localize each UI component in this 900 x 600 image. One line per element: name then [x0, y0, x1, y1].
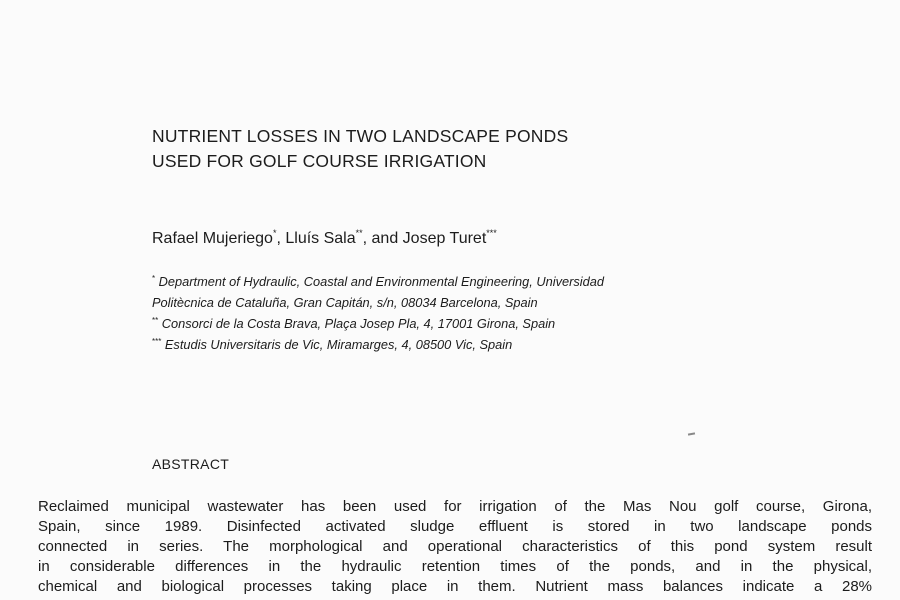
- scan-speck: [688, 432, 695, 435]
- abstract-line: chemical and biological processes taking place in them. Nutrient mass balances indicate a 28%: [38, 578, 872, 595]
- affiliation-mark: **: [152, 316, 159, 325]
- author-3: Josep Turet: [402, 230, 487, 247]
- affiliation-text: Politècnica de Cataluña, Gran Capitán, s/n, 08034 Barcelona, Spain: [152, 295, 538, 310]
- affiliation-text: Estudis Universitaris de Vic, Miramarges, 4, 08500 Vic, Spain: [161, 337, 513, 352]
- affiliation-list: [152, 270, 604, 354]
- author-1: Rafael Mujeriego: [152, 230, 273, 247]
- author-separator-1: ,: [276, 230, 286, 247]
- abstract-line: connected in series. The morphological and operational characteristics of this pond system result: [38, 538, 872, 555]
- title-line-2: USED FOR GOLF COURSE IRRIGATION: [152, 151, 487, 171]
- abstract-line: in considerable differences in the hydraulic retention times of the ponds, and in the physical,: [38, 558, 872, 575]
- author-list: [152, 228, 497, 248]
- affiliation-text: Consorci de la Costa Brava, Plaça Josep Pla, 4, 17001 Girona, Spain: [158, 316, 556, 331]
- abstract-line: Reclaimed municipal wastewater has been used for irrigation of the Mas Nou golf course, Girona,: [38, 498, 872, 515]
- abstract-line: Spain, since 1989. Disinfected activated sludge effluent is stored in two landscape ponds: [38, 518, 872, 535]
- affiliation-line: [152, 291, 604, 312]
- affiliation-line: [152, 312, 604, 333]
- title-line-1: NUTRIENT LOSSES IN TWO LANDSCAPE PONDS: [152, 126, 569, 146]
- affiliation-mark: *: [152, 274, 156, 283]
- affiliation-mark: ***: [152, 337, 162, 346]
- affiliation-text: Department of Hydraulic, Coastal and Environmental Engineering, Universidad: [155, 274, 604, 289]
- author-2-mark: **: [355, 228, 363, 238]
- abstract-heading: ABSTRACT: [152, 456, 230, 472]
- author-3-mark: ***: [486, 228, 497, 238]
- affiliation-line: [152, 333, 604, 354]
- paper-title: [152, 124, 568, 174]
- author-separator-2: , and: [362, 230, 403, 247]
- author-2: Lluís Sala: [285, 230, 356, 247]
- author-1-mark: *: [272, 228, 277, 238]
- affiliation-line: [152, 270, 604, 291]
- abstract-body: [38, 497, 872, 597]
